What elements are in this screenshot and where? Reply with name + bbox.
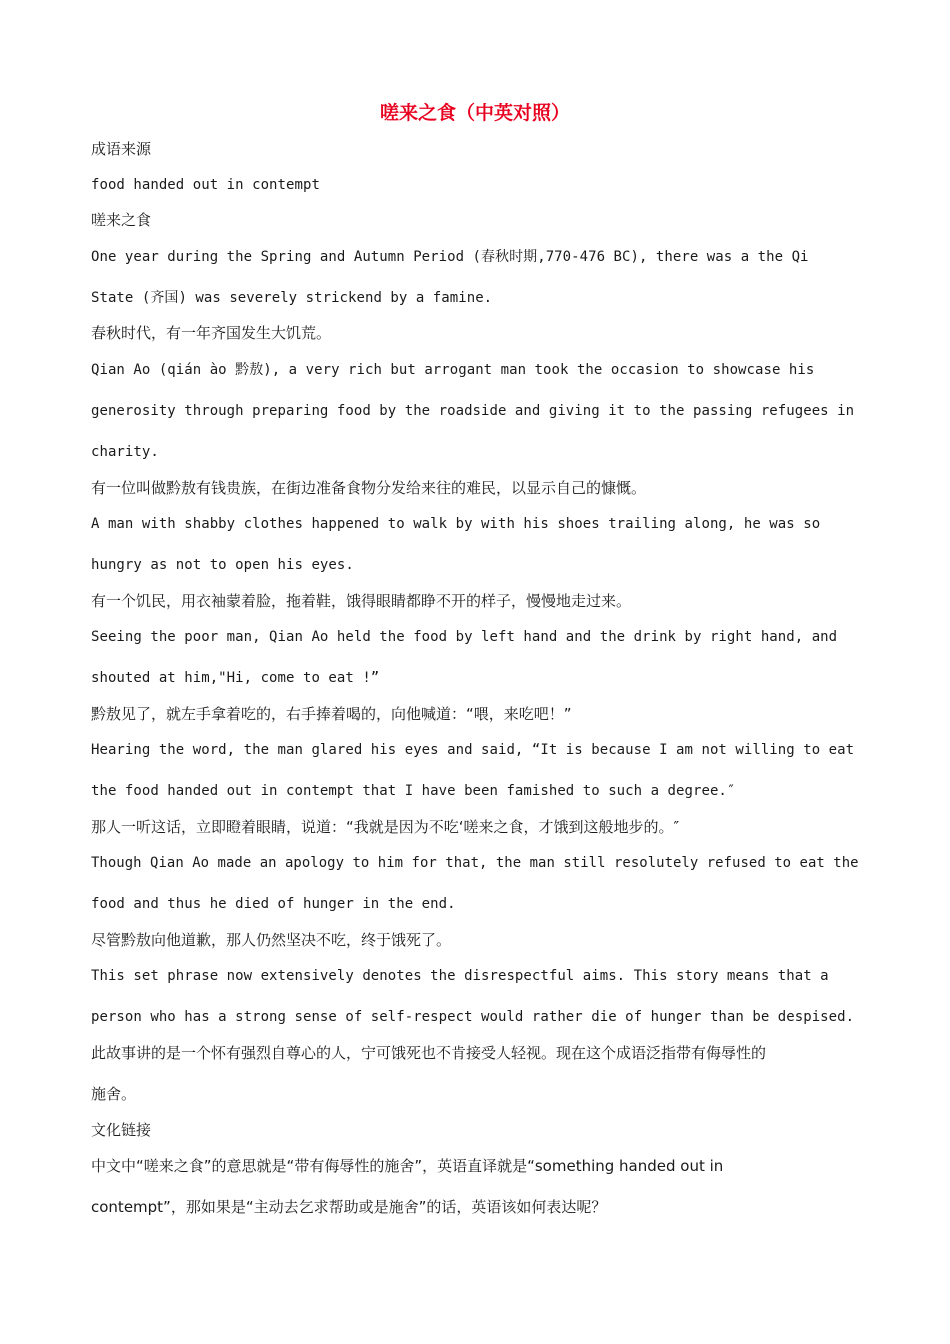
paragraph-line: A man with shabby clothes happened to walk by with his shoes trailing along, he was so [91,516,821,532]
paragraph-line: 成语来源 [91,140,152,158]
paragraph-line: contempt”，那如果是“主动去乞求帮助或是施舍”的话，英语该如何表达呢？ [91,1198,607,1216]
paragraph-line: One year during the Spring and Autumn Period (春秋时期,770-476 BC), there was a the Qi [91,249,809,265]
paragraph-line: Though Qian Ao made an apology to him for that, the man still resolutely refused to eat the [91,855,859,871]
paragraph-line: the food handed out in contempt that I have been famished to such a degree.″ [91,783,736,799]
paragraph-line: 此故事讲的是一个怀有强烈自尊心的人，宁可饿死也不肯接受人轻视。现在这个成语泛指带有侮辱性的 [91,1044,767,1062]
paragraph-line: 中文中“嗟来之食”的意思就是“带有侮辱性的施舍”，英语直译就是“something handed out in [91,1157,724,1175]
paragraph-line: State (齐国) was severely strickend by a famine. [91,290,493,306]
paragraph-line: Hearing the word, the man glared his eyes and said, “It is because I am not willing to eat [91,742,855,758]
paragraph-line: 黔敖见了，就左手拿着吃的，右手捧着喝的，向他喊道：“喂，来吃吧！” [91,705,572,723]
paragraph-line: Seeing the poor man, Qian Ao held the food by left hand and the drink by right hand, and [91,629,838,645]
paragraph-line: 文化链接 [91,1121,152,1139]
paragraph-line: 有一个饥民，用衣袖蒙着脸，拖着鞋，饿得眼睛都睁不开的样子，慢慢地走过来。 [91,592,632,610]
paragraph-line: Qian Ao (qián ào 黔敖), a very rich but arrogant man took the occasion to showcase his [91,362,815,378]
paragraph-line: person who has a strong sense of self-respect would rather die of hunger than be despised. [91,1009,855,1025]
paragraph-line: generosity through preparing food by the roadside and giving it to the passing refugees in [91,403,855,419]
paragraph-line: 施舍。 [91,1085,137,1103]
paragraph-line: food and thus he died of hunger in the end. [91,896,456,912]
paragraph-line: 尽管黔敖向他道歉，那人仍然坚决不吃，终于饿死了。 [91,931,452,949]
paragraph-line: 春秋时代，有一年齐国发生大饥荒。 [91,324,332,342]
paragraph-line: This set phrase now extensively denotes the disrespectful aims. This story means that a [91,968,829,984]
paragraph-line: food handed out in contempt [91,177,320,193]
paragraph-line: hungry as not to open his eyes. [91,557,354,573]
paragraph-line: 嗟来之食 [91,211,152,229]
document-title: 嗟来之食（中英对照） [379,102,570,124]
paragraph-line: 有一位叫做黔敖有钱贵族，在街边准备食物分发给来往的难民，以显示自己的慷慨。 [91,479,647,497]
paragraph-line: shouted at him,"Hi, come to eat !” [91,670,380,686]
paragraph-line: 那人一听这话，立即瞪着眼睛，说道：“我就是因为不吃‘嗟来之食，才饿到这般地步的。″ [91,818,680,836]
paragraph-line: charity. [91,444,159,460]
